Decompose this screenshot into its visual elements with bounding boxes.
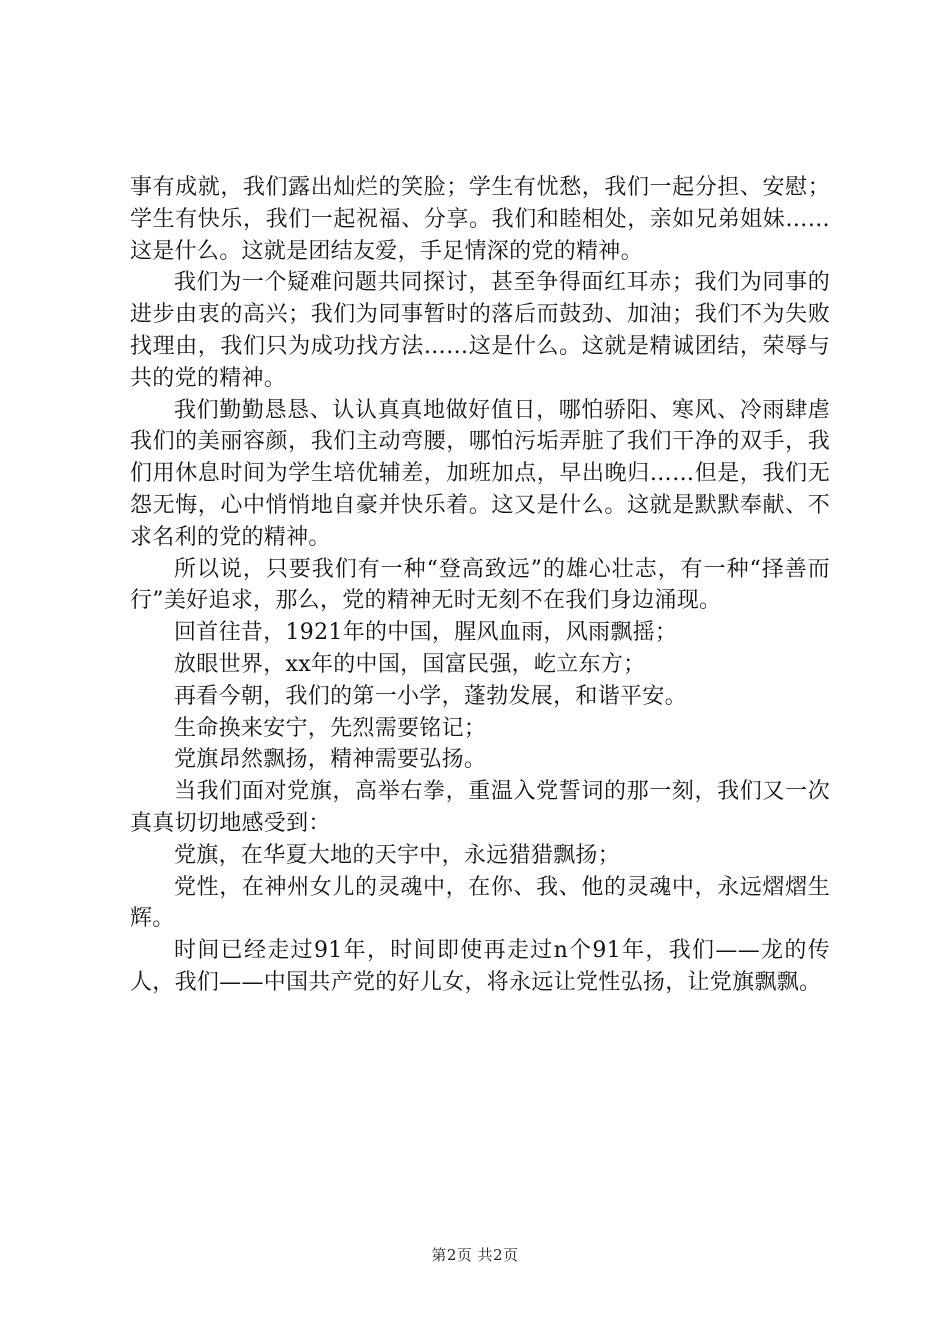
paragraph: 党性，在神州女儿的灵魂中，在你、我、他的灵魂中，永远熠熠生辉。 — [130, 874, 830, 932]
paragraph: 放眼世界，xx年的中国，国富民强，屹立东方； — [174, 651, 646, 677]
paragraph: 事有成就，我们露出灿烂的笑脸；学生有忧愁，我们一起分担、安慰；学生有快乐，我们一起祝福、分享。我们和睦相处，亲如兄弟姐妹……这是什么。这就是团结友爱，手足情深的党的精神。 — [130, 175, 830, 264]
paragraph: 我们为一个疑难问题共同探讨，甚至争得面红耳赤；我们为同事的进步由衷的高兴；我们为同事暂时的落后而鼓劲、加油；我们不为失败找理由，我们只为成功找方法……这是什么。这就是精诚团结，荣辱与共的党的精神。 — [130, 270, 830, 391]
paragraph: 所以说，只要我们有一种“登高致远”的雄心壮志，有一种“择善而行”美好追求，那么，党的精神无时无刻不在我们身边涌现。 — [130, 556, 830, 614]
paragraph: 生命换来安宁，先烈需要铭记； — [174, 715, 487, 741]
paragraph: 我们勤勤恳恳、认认真真地做好值日，哪怕骄阳、寒风、冷雨肆虐我们的美丽容颜，我们主动弯腰，哪怕污垢弄脏了我们干净的双手，我们用休息时间为学生培优辅差，加班加点，早出晚归……但是，我们无怨无悔，心中悄悄地自豪并快乐着。这又是什么。这就是默默奉献、不求名利的党的精神。 — [130, 397, 830, 550]
paragraph: 党旗，在华夏大地的天宇中，永远猎猎飘扬； — [174, 842, 621, 868]
paragraph: 时间已经走过91年，时间即使再走过n个91年，我们——龙的传人，我们——中国共产党的好儿女，将永远让党性弘扬，让党旗飘飘。 — [130, 938, 830, 995]
page-number-footer: 第2页 共2页 — [431, 1246, 519, 1264]
document-body — [130, 172, 830, 999]
paragraph: 党旗昂然飘扬，精神需要弘扬。 — [174, 747, 487, 773]
paragraph: 再看今朝，我们的第一小学，蓬勃发展，和谐平安。 — [174, 683, 687, 709]
paragraph: 回首往昔，1921年的中国，腥风血雨，风雨飘摇； — [174, 620, 678, 646]
paragraph: 当我们面对党旗，高举右拳，重温入党誓词的那一刻，我们又一次真真切切地感受到： — [130, 779, 830, 836]
